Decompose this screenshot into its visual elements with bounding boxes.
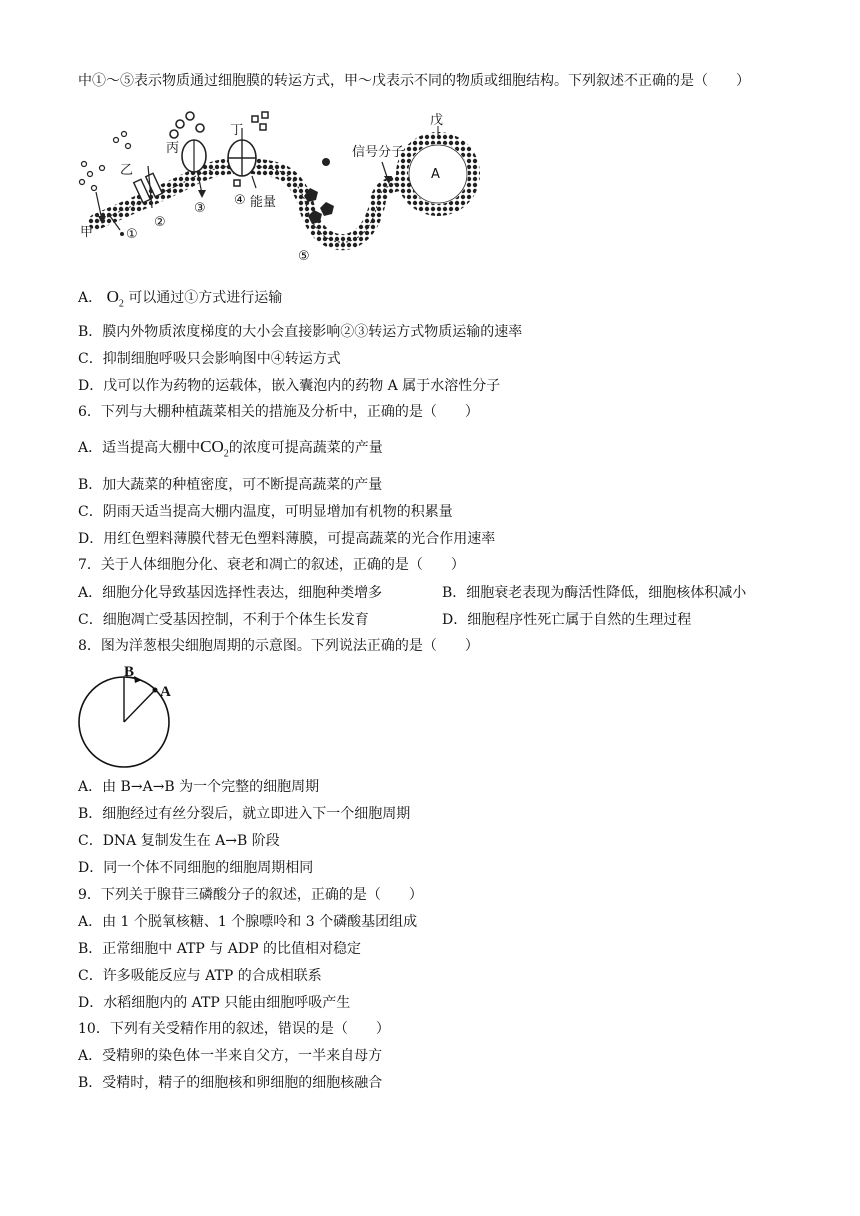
q7-option-c: C．细胞凋亡受基因控制，不利于个体生长发育 <box>78 612 369 628</box>
q9-option-a: A．由 1 个脱氧核糖、1 个腺嘌呤和 3 个磷酸基团组成 <box>78 914 418 930</box>
q9-stem: 9．下列关于腺苷三磷酸分子的叙述，正确的是（ ） <box>78 887 423 903</box>
membrane-transport-figure <box>76 104 516 270</box>
co2-symbol: CO <box>200 437 224 456</box>
q5-option-c: C．抑制细胞呼吸只会影响图中④转运方式 <box>78 351 341 367</box>
label-A: A <box>160 684 171 700</box>
q8-stem: 8．图为洋葱根尖细胞周期的示意图。下列说法正确的是（ ） <box>78 638 479 654</box>
o2-formula <box>106 287 124 310</box>
q9-option-d: D．水稻细胞内的 ATP 只能由细胞呼吸产生 <box>78 995 351 1011</box>
label-wu: 戊 <box>430 113 444 128</box>
q6-option-b: B．加大蔬菜的种植密度，可不断提高蔬菜的产量 <box>78 477 383 493</box>
q6-a-prefix: A．适当提高大棚中 <box>78 440 201 456</box>
label-n1: ① <box>126 227 138 242</box>
label-n2: ② <box>154 215 166 230</box>
o2-symbol: O <box>106 287 119 306</box>
cell-cycle-figure <box>76 662 186 770</box>
q10-option-b: B．受精时，精子的细胞核和卵细胞的细胞核融合 <box>78 1075 383 1091</box>
label-n5: ⑤ <box>298 249 310 264</box>
q7-option-a: A．细胞分化导致基因选择性表达，细胞种类增多 <box>78 585 383 601</box>
label-bing: 丙 <box>166 141 180 156</box>
q7-option-d: D．细胞程序性死亡属于自然的生理过程 <box>442 612 692 628</box>
label-energy: 能量 <box>250 195 277 210</box>
label-n4: ④ <box>234 193 246 208</box>
q8-option-a: A．由 B→A→B 为一个完整的细胞周期 <box>78 779 320 795</box>
q8-option-b: B．细胞经过有丝分裂后，就立即进入下一个细胞周期 <box>78 806 411 822</box>
q9-option-b: B．正常细胞中 ATP 与 ADP 的比值相对稳定 <box>78 941 361 957</box>
co2-subscript: 2 <box>223 448 229 460</box>
label-B: B <box>124 664 135 680</box>
q5-option-d: D．戊可以作为药物的运载体，嵌入囊泡内的药物 A 属于水溶性分子 <box>78 378 501 394</box>
label-ding: 丁 <box>230 123 244 138</box>
q9-option-c: C．许多吸能反应与 ATP 的合成相联系 <box>78 968 322 984</box>
q7-stem: 7．关于人体细胞分化、衰老和凋亡的叙述，正确的是（ ） <box>78 557 465 573</box>
q6-stem: 6．下列与大棚种植蔬菜相关的措施及分析中，正确的是（ ） <box>78 404 479 420</box>
q6-option-a <box>78 438 383 463</box>
point-A <box>153 688 158 693</box>
q5-a-text: 可以通过①方式进行运输 <box>128 290 283 306</box>
q6-option-d: D．用红色塑料薄膜代替无色塑料薄膜，可提高蔬菜的光合作用速率 <box>78 531 496 547</box>
o2-subscript: 2 <box>118 298 124 310</box>
label-n3: ③ <box>194 201 206 216</box>
label-yi: 乙 <box>120 163 134 178</box>
q10-option-a: A．受精卵的染色体一半来自父方，一半来自母方 <box>78 1048 383 1064</box>
label-A: A <box>431 167 440 182</box>
q5-option-a <box>78 288 282 313</box>
q6-option-c: C．阴雨天适当提高大棚内温度，可明显增加有机物的积累量 <box>78 504 453 520</box>
label-jia: 甲 <box>80 225 94 240</box>
q7-option-b: B．细胞衰老表现为酶活性降低，细胞核体积减小 <box>442 585 747 601</box>
q10-stem: 10．下列有关受精作用的叙述，错误的是（ ） <box>78 1021 390 1037</box>
q6-a-text: 的浓度可提高蔬菜的产量 <box>228 440 383 456</box>
co2-formula <box>200 437 229 460</box>
q5-a-prefix: A． <box>78 290 103 306</box>
intro-line: 中①～⑤表示物质通过细胞膜的转运方式，甲～戊表示不同的物质或细胞结构。下列叙述不正确的是（ ） <box>78 73 750 89</box>
label-signal: 信号分子 <box>352 145 405 160</box>
radius-to-A <box>124 690 155 722</box>
q8-option-c: C．DNA 复制发生在 A→B 阶段 <box>78 833 280 849</box>
q5-option-b: B．膜内外物质浓度梯度的大小会直接影响②③转运方式物质运输的速率 <box>78 324 523 340</box>
q8-option-d: D．同一个体不同细胞的细胞周期相同 <box>78 860 314 876</box>
